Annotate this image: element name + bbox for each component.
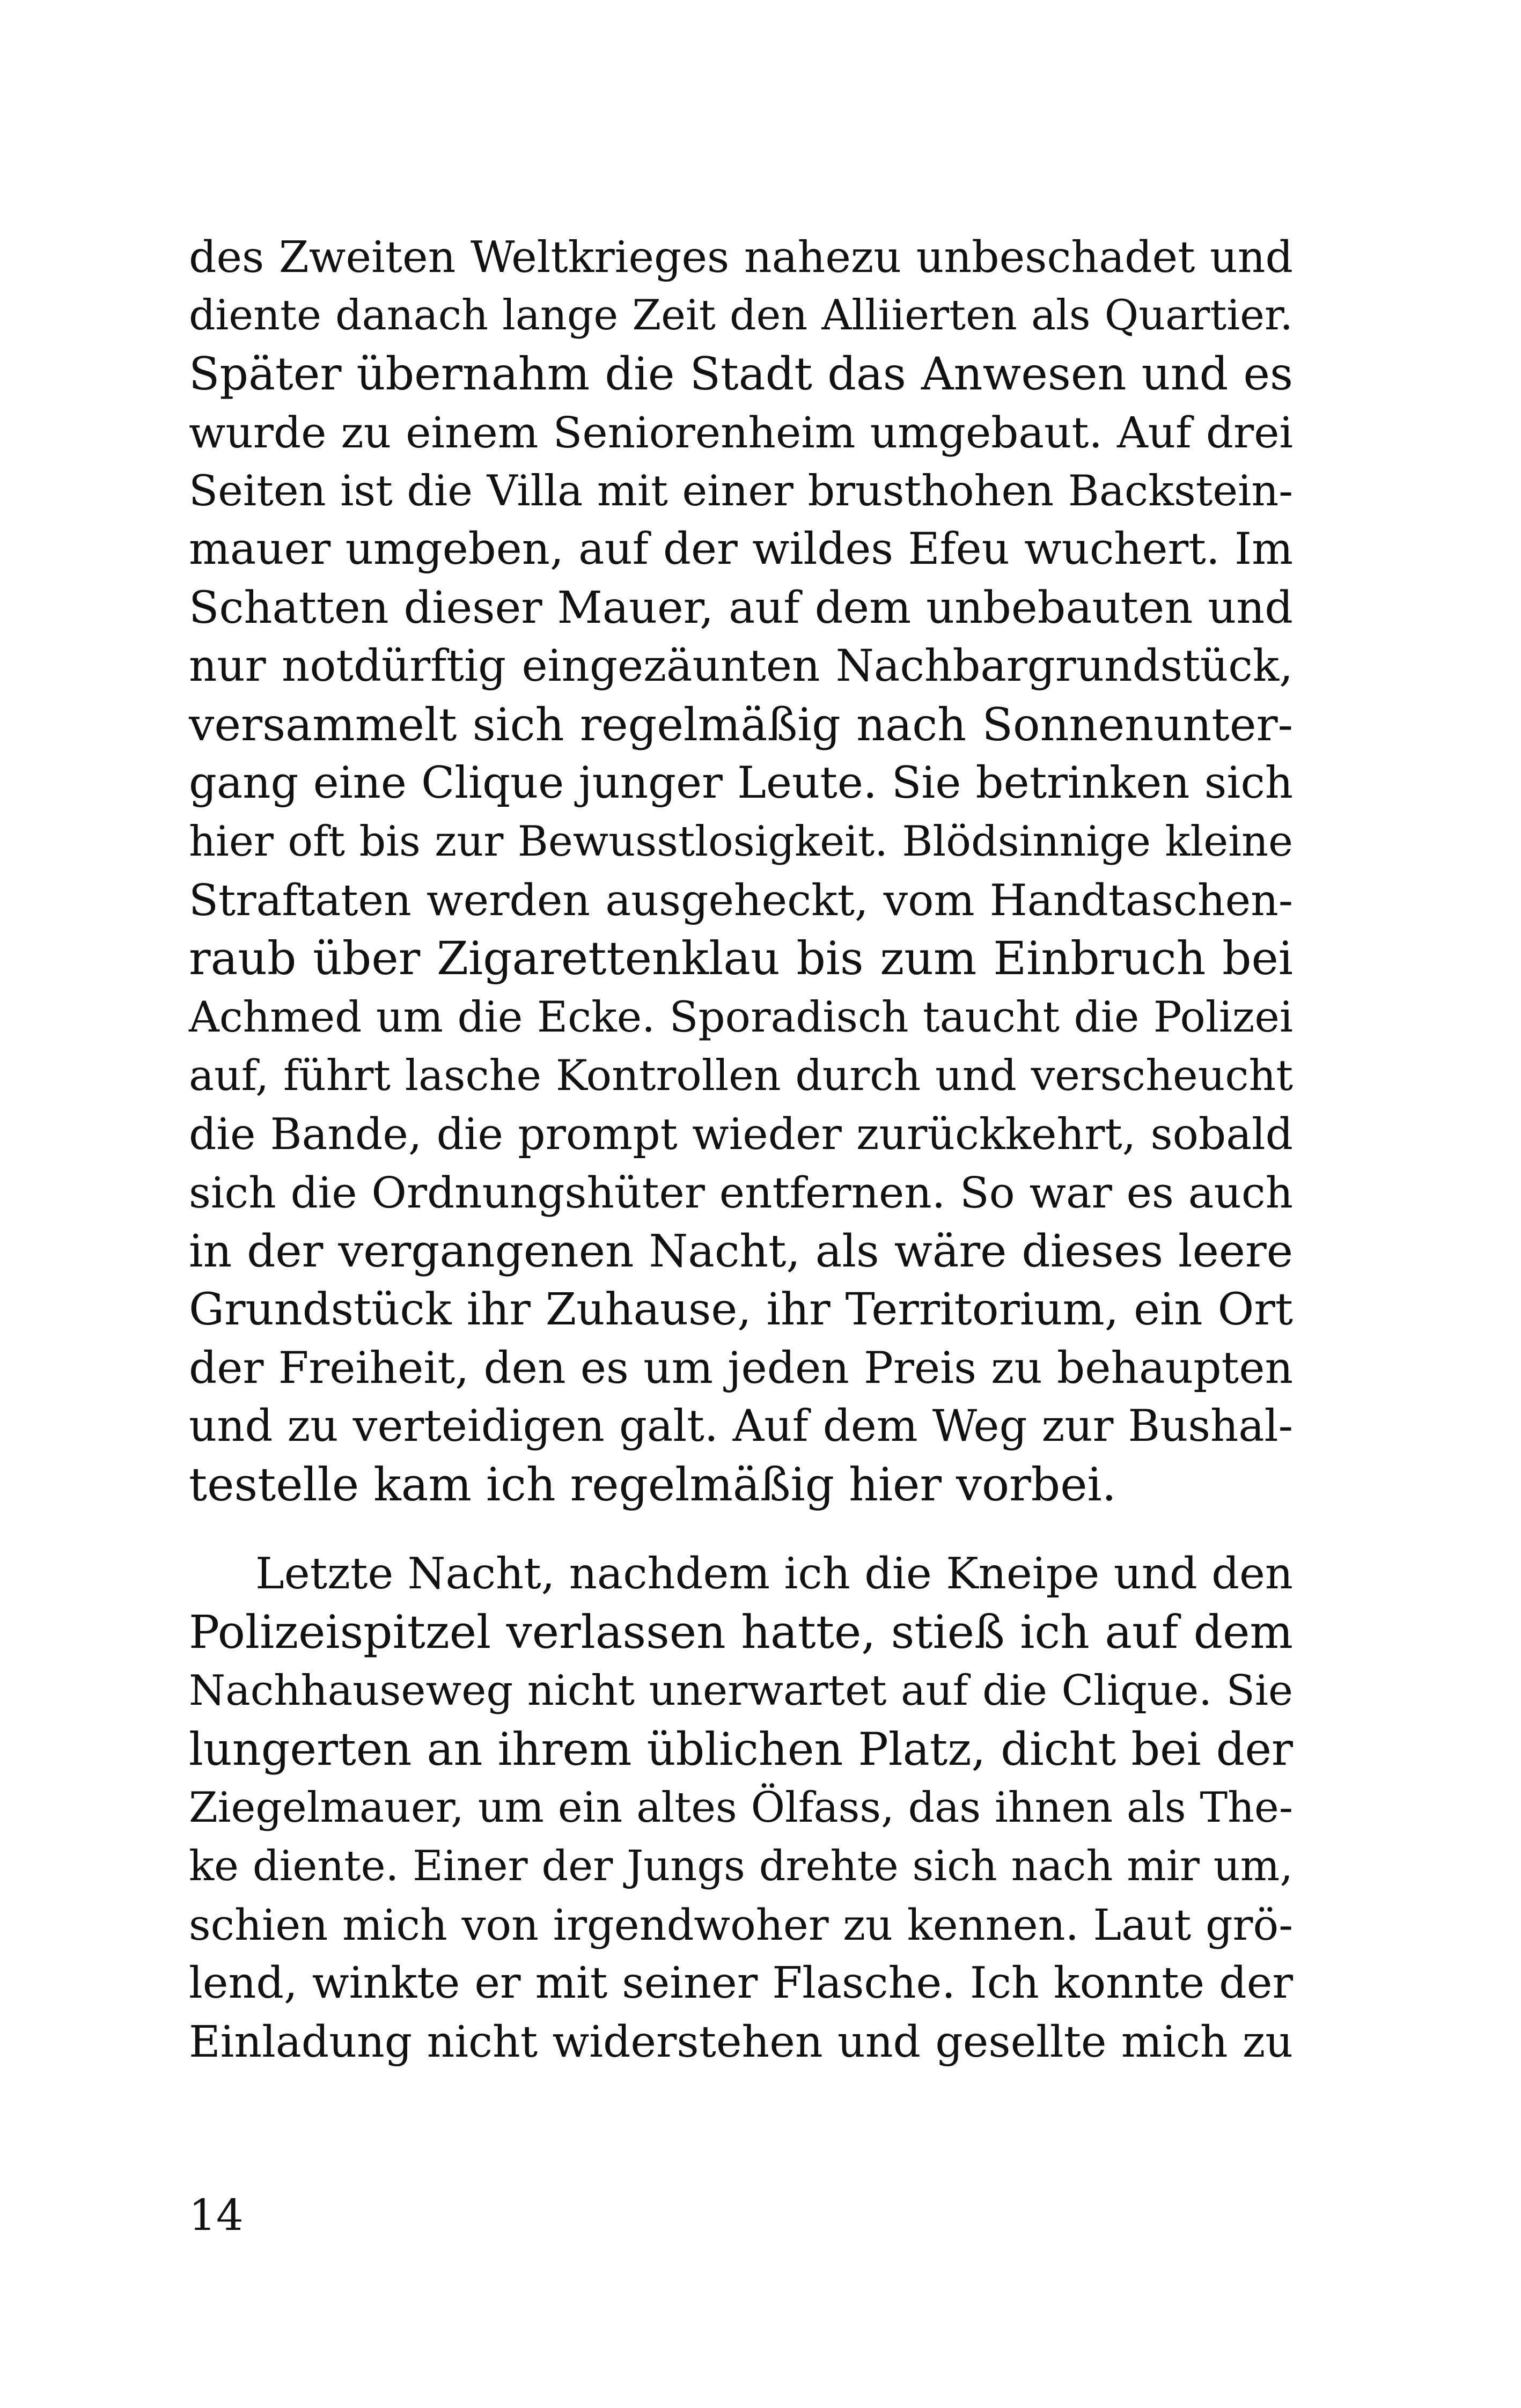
paragraph-1 [189,228,1293,1514]
text-line: lungerten an ihrem üblichen Platz, dicht bei der [189,1723,1293,1776]
page-number: 14 [189,2190,244,2240]
text-line: hier oft bis zur Bewusstlosigkeit. Blödsinnige kleine [189,818,1293,866]
text-line: versammelt sich regelmäßig nach Sonnenunter- [189,698,1293,751]
text-line: Ziegelmauer, um ein altes Ölfass, das ihnen als The- [189,1784,1293,1832]
text-line: auf, führt lasche Kontrollen durch und verscheucht [189,1051,1293,1100]
text-line: Später übernahm die Stadt das Anwesen und es [189,348,1293,400]
text-line: Letzte Nacht, nachdem ich die Kneipe und den [255,1549,1293,1599]
text-line: des Zweiten Weltkrieges nahezu unbeschadet und [189,232,1293,282]
text-line: gang eine Clique junger Leute. Sie betrinken sich [189,758,1293,808]
text-line: wurde zu einem Seniorenheim umgebaut. Auf drei [189,408,1293,458]
text-line: die Bande, die prompt wieder zurückkehrt, sobald [189,1109,1293,1159]
text-line: raub über Zigarettenklau bis zum Einbruch bei [189,932,1293,985]
text-line: ke diente. Einer der Jungs drehte sich nach mir um, [189,1842,1293,1890]
text-line: Seiten ist die Villa mit einer brusthohen Backstein- [189,466,1293,516]
text-line: in der vergangenen Nacht, als wäre dieses leere [189,1225,1293,1277]
text-line: und zu verteidigen galt. Auf dem Weg zur Bushal- [189,1401,1293,1452]
text-line: mauer umgeben, auf der wildes Efeu wuchert. Im [189,524,1293,575]
text-line: Schatten dieser Mauer, auf dem unbebauten und [189,583,1293,634]
paragraph-2 [189,1545,1293,2071]
text-line: schien mich von irgendwoher zu kennen. Laut grö- [189,1900,1293,1950]
text-line: Straftaten werden ausgeheckt, vom Handtaschen- [189,875,1293,925]
text-line: testelle kam ich regelmäßig hier vorbei. [189,1459,1116,1512]
text-line: Nachhauseweg nicht unerwartet auf die Clique. Sie [189,1667,1293,1715]
text-line: Polizeispitzel verlassen hatte, stieß ich auf dem [189,1606,1293,1659]
text-line: der Freiheit, den es um jeden Preis zu behaupten [189,1343,1293,1394]
text-line: sich die Ordnungshüter entfernen. So war es auch [189,1168,1293,1218]
text-line: nur notdürftig eingezäunten Nachbargrundstück, [189,641,1293,691]
text-line: Grundstück ihr Zuhause, ihr Territorium, ein Ort [189,1284,1293,1335]
text-line: lend, winkte er mit seiner Flasche. Ich konnte der [189,1958,1293,2008]
text-line: diente danach lange Zeit den Alliierten als Quartier. [189,291,1293,340]
text-line: Achmed um die Ecke. Sporadisch taucht die Polizei [189,992,1293,1042]
text-line: Einladung nicht widerstehen und gesellte mich zu [189,2016,1293,2067]
